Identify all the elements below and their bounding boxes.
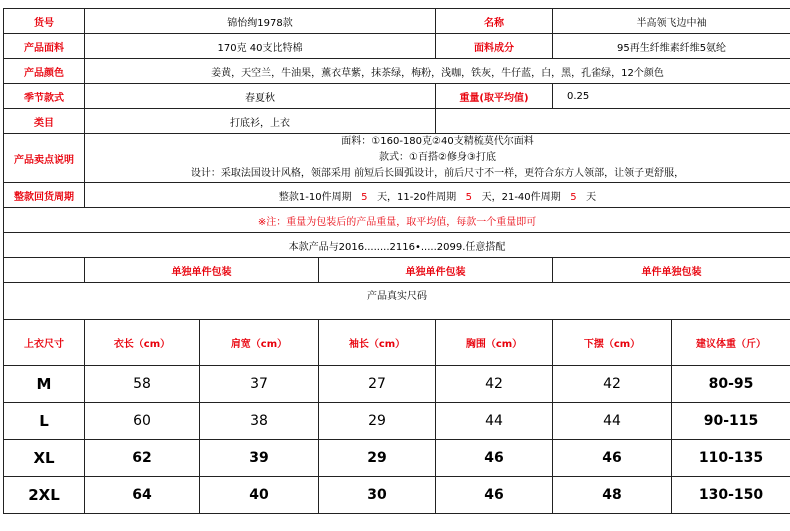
category-empty	[436, 109, 790, 134]
row-sku	[4, 9, 790, 34]
size-cell: 48	[553, 477, 672, 514]
row-colors	[4, 59, 790, 84]
size-header: 胸围（cm）	[436, 320, 553, 366]
sku-label: 货号	[4, 9, 85, 34]
weight-note: ※注：重量为包装后的产品重量，取平均值，每款一个重量即可	[4, 208, 790, 233]
packing-label: 单独单件包装	[85, 258, 319, 283]
size-header: 袖长（cm）	[319, 320, 436, 366]
size-cell: 38	[200, 403, 319, 440]
size-cell: 62	[85, 440, 200, 477]
row-cycle	[4, 183, 790, 208]
size-row	[4, 440, 790, 477]
selling-label: 产品卖点说明	[4, 134, 85, 183]
size-row	[4, 403, 790, 440]
size-cell: 58	[85, 366, 200, 403]
size-cell: 44	[553, 403, 672, 440]
sku-value: 锦怡绚1978款	[85, 9, 436, 34]
size-cell: 60	[85, 403, 200, 440]
packing-empty	[4, 258, 85, 283]
size-cell: 46	[553, 440, 672, 477]
fabric-label: 产品面料	[4, 34, 85, 59]
season-value: 春夏秋	[85, 84, 436, 109]
color-label: 产品颜色	[4, 59, 85, 84]
selling-points	[85, 134, 790, 183]
pairing-text: 本款产品与2016........2116•.....2099.任意搭配	[4, 233, 790, 258]
size-cell: 27	[319, 366, 436, 403]
cycle-days: 5	[361, 191, 368, 203]
size-header: 衣长（cm）	[85, 320, 200, 366]
size-cell: L	[4, 403, 85, 440]
cycle-part: 天	[586, 191, 597, 203]
name-value: 半高领飞边中袖	[553, 9, 790, 34]
size-header: 建议体重（斤）	[672, 320, 790, 366]
packing-label: 单件单独包装	[553, 258, 790, 283]
size-header: 肩宽（cm）	[200, 320, 319, 366]
color-value: 姜黄，天空兰，牛油果，薰衣草紫，抹茶绿，梅粉，浅咖，铁灰，牛仔蓝，白，黑，孔雀绿，12个颜色	[85, 59, 790, 84]
row-category	[4, 109, 790, 134]
row-size-title	[4, 283, 790, 320]
size-cell: 64	[85, 477, 200, 514]
row-selling-points	[4, 134, 790, 183]
size-cell: M	[4, 366, 85, 403]
cycle-days: 5	[570, 191, 577, 203]
size-row	[4, 366, 790, 403]
cycle-part: 整款1-10件周期	[278, 191, 352, 203]
row-season	[4, 84, 790, 109]
size-cell: 44	[436, 403, 553, 440]
size-header: 上衣尺寸	[4, 320, 85, 366]
size-cell: 90-115	[672, 403, 790, 440]
cycle-part: 天，11-20件周期	[377, 191, 457, 203]
fabric-value: 170克 40支比特棉	[85, 34, 436, 59]
composition-label: 面料成分	[436, 34, 553, 59]
selling-line: 款式：①百搭②修身③打底	[379, 152, 496, 163]
size-cell: 46	[436, 477, 553, 514]
size-cell: 130-150	[672, 477, 790, 514]
size-header: 下摆（cm）	[553, 320, 672, 366]
size-chart-title: 产品真实尺码	[4, 283, 790, 320]
cycle-days: 5	[465, 191, 473, 203]
size-cell: 42	[436, 366, 553, 403]
size-cell: 46	[436, 440, 553, 477]
row-note	[4, 208, 790, 233]
row-pairing	[4, 233, 790, 258]
season-label: 季节款式	[4, 84, 85, 109]
size-cell: 110-135	[672, 440, 790, 477]
size-header-row	[4, 320, 790, 366]
weight-label: 重量(取平均值)	[436, 84, 553, 109]
cycle-label: 整款回货周期	[4, 183, 85, 208]
weight-value: 0.25	[553, 84, 790, 109]
category-value: 打底衫，上衣	[85, 109, 436, 134]
selling-line: 面料：①160-180克②40支精梳莫代尔面料	[341, 136, 534, 147]
product-spec-table	[3, 8, 790, 514]
packing-label: 单独单件包装	[319, 258, 553, 283]
cycle-value	[85, 183, 790, 208]
cycle-part: 天，21-40件周期	[481, 191, 561, 203]
size-cell: XL	[4, 440, 85, 477]
size-cell: 80-95	[672, 366, 790, 403]
size-row	[4, 477, 790, 514]
name-label: 名称	[436, 9, 553, 34]
size-cell: 2XL	[4, 477, 85, 514]
composition-value: 95再生纤维素纤维5氨纶	[553, 34, 790, 59]
size-cell: 30	[319, 477, 436, 514]
size-cell: 42	[553, 366, 672, 403]
size-cell: 39	[200, 440, 319, 477]
row-fabric	[4, 34, 790, 59]
size-cell: 40	[200, 477, 319, 514]
row-packing	[4, 258, 790, 283]
size-cell: 29	[319, 440, 436, 477]
size-cell: 29	[319, 403, 436, 440]
category-label: 类目	[4, 109, 85, 134]
size-cell: 37	[200, 366, 319, 403]
selling-line: 设计：采取法国设计风格，领部采用 前短后长圆弧设计，前后尺寸不一样，更符合东方人领部，让领子更舒服，	[190, 168, 685, 179]
